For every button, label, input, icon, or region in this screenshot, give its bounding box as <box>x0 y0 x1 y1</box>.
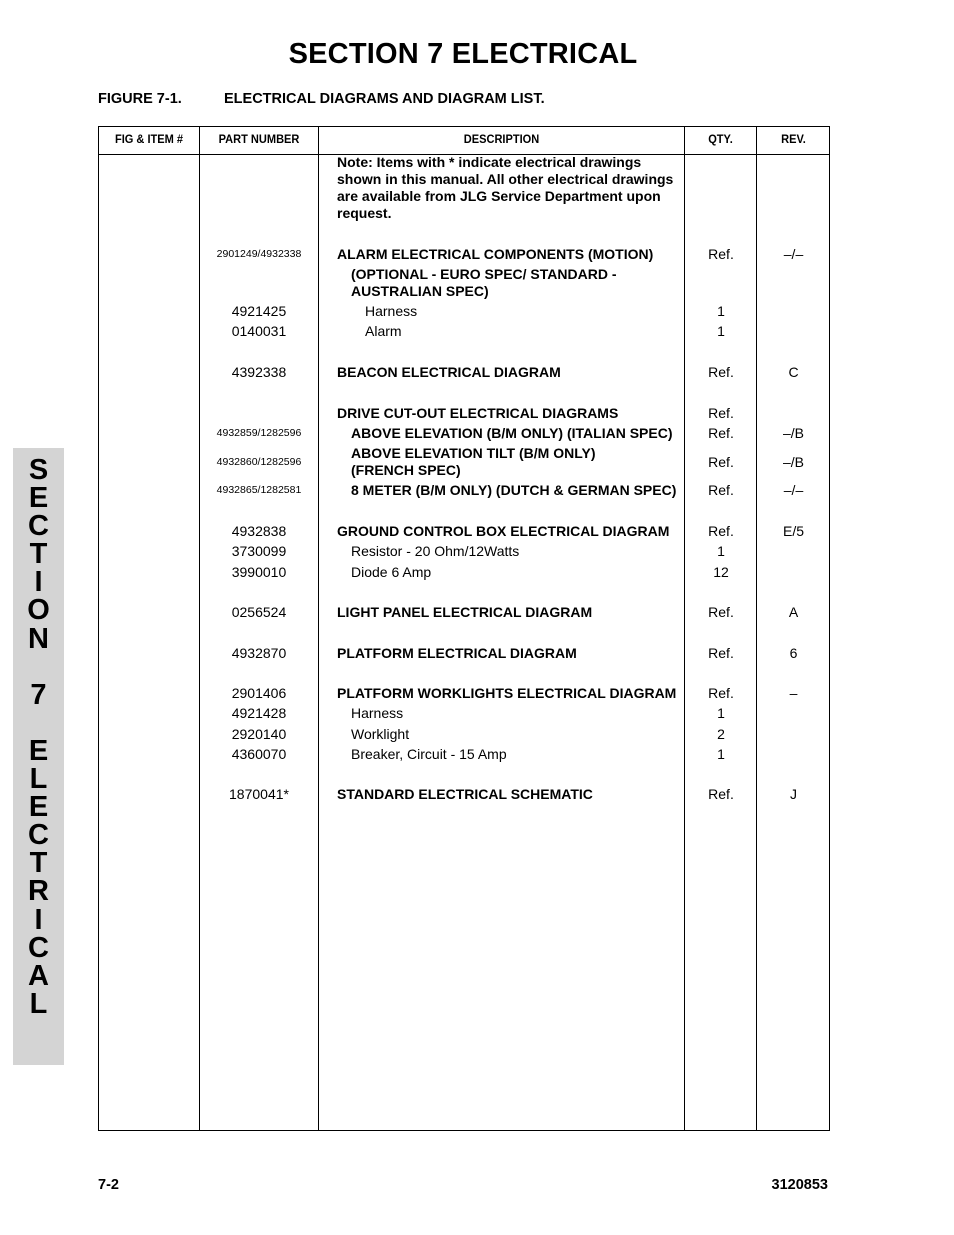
part-number: 4932865/1282581 <box>216 484 302 496</box>
quantity: Ref. <box>708 685 734 701</box>
revision: – <box>789 685 798 701</box>
quantity: Ref. <box>708 364 734 380</box>
description: Breaker, Circuit - 15 Amp <box>351 746 507 762</box>
page-title: SECTION 7 ELECTRICAL <box>288 38 638 70</box>
revision: C <box>788 364 799 380</box>
parts-table <box>98 126 830 1131</box>
quantity: Ref. <box>708 246 734 262</box>
quantity: Ref. <box>708 523 734 539</box>
quantity: 12 <box>713 564 729 580</box>
revision: 6 <box>789 645 798 661</box>
revision: –/– <box>783 482 804 498</box>
quantity: 1 <box>717 323 725 339</box>
part-number: 2920140 <box>231 726 287 742</box>
quantity: Ref. <box>708 405 734 421</box>
part-number: 1870041* <box>229 786 289 802</box>
column-divider <box>756 127 757 1130</box>
header-qty: QTY. <box>708 132 733 146</box>
part-number: 4932870 <box>231 645 287 661</box>
description: Resistor - 20 Ohm/12Watts <box>351 543 520 559</box>
quantity: 1 <box>717 705 725 721</box>
description: DRIVE CUT-OUT ELECTRICAL DIAGRAMS <box>337 405 619 421</box>
description: 8 METER (B/M ONLY) (DUTCH & GERMAN SPEC) <box>351 482 677 498</box>
description: (OPTIONAL - EURO SPEC/ STANDARD - AUSTRALIAN SPEC) <box>351 266 617 299</box>
note-text: Note: Items with * indicate electrical drawings shown in this manual. All other electrical drawings are available from JLG Service Department upon request. <box>337 154 674 221</box>
description: Harness <box>365 303 418 319</box>
description: BEACON ELECTRICAL DIAGRAM <box>337 364 561 380</box>
document-number: 3120853 <box>771 1177 828 1193</box>
part-number: 3730099 <box>231 543 287 559</box>
quantity: Ref. <box>708 604 734 620</box>
description: STANDARD ELECTRICAL SCHEMATIC <box>337 786 593 802</box>
part-number: 3990010 <box>231 564 287 580</box>
part-number: 0256524 <box>231 604 287 620</box>
description: PLATFORM ELECTRICAL DIAGRAM <box>337 645 577 661</box>
quantity: 1 <box>717 303 725 319</box>
description: GROUND CONTROL BOX ELECTRICAL DIAGRAM <box>337 523 670 539</box>
header-description: DESCRIPTION <box>463 132 540 146</box>
column-divider <box>684 127 685 1130</box>
description: LIGHT PANEL ELECTRICAL DIAGRAM <box>337 604 593 620</box>
quantity: 1 <box>717 543 725 559</box>
description: Alarm <box>365 323 402 339</box>
revision: J <box>790 786 797 802</box>
figure-number: FIGURE 7-1. <box>98 91 182 107</box>
quantity: 1 <box>717 746 725 762</box>
header-part-number: PART NUMBER <box>218 132 300 146</box>
quantity: Ref. <box>708 425 734 441</box>
revision: A <box>788 604 799 620</box>
part-number: 2901249/4932338 <box>216 248 302 260</box>
quantity: Ref. <box>708 645 734 661</box>
part-number: 4360070 <box>231 746 287 762</box>
description: ABOVE ELEVATION TILT (B/M ONLY) (FRENCH SPEC) <box>351 445 596 478</box>
side-tab-label: S E C T I O N 7 E L E C T R I C A L <box>27 454 50 1020</box>
page-number: 7-2 <box>98 1177 119 1193</box>
part-number: 2901406 <box>231 685 287 701</box>
quantity: 2 <box>717 726 725 742</box>
figure-caption <box>98 91 545 107</box>
revision: –/– <box>783 246 804 262</box>
header-rev: REV. <box>781 132 806 146</box>
figure-title: ELECTRICAL DIAGRAMS AND DIAGRAM LIST. <box>224 91 545 107</box>
part-number: 4932859/1282596 <box>216 427 302 439</box>
part-number: 4921425 <box>231 303 287 319</box>
description: Harness <box>351 705 404 721</box>
description: Diode 6 Amp <box>351 564 432 580</box>
part-number: 4392338 <box>231 364 287 380</box>
column-divider <box>318 127 319 1130</box>
part-number: 4932860/1282596 <box>216 456 302 468</box>
part-number: 4921428 <box>231 705 287 721</box>
description: ABOVE ELEVATION (B/M ONLY) (ITALIAN SPEC) <box>351 425 673 441</box>
part-number: 4932838 <box>231 523 287 539</box>
quantity: Ref. <box>708 454 734 470</box>
quantity: Ref. <box>708 786 734 802</box>
quantity: Ref. <box>708 482 734 498</box>
section-side-tab <box>13 448 64 1065</box>
description: ALARM ELECTRICAL COMPONENTS (MOTION) <box>337 246 654 262</box>
revision: E/5 <box>782 523 804 539</box>
description: PLATFORM WORKLIGHTS ELECTRICAL DIAGRAM <box>337 685 677 701</box>
column-divider <box>199 127 200 1130</box>
part-number: 0140031 <box>231 323 287 339</box>
description: Worklight <box>351 726 410 742</box>
revision: –/B <box>782 425 804 441</box>
revision: –/B <box>782 454 804 470</box>
header-fig-item: FIG & ITEM # <box>114 132 184 146</box>
